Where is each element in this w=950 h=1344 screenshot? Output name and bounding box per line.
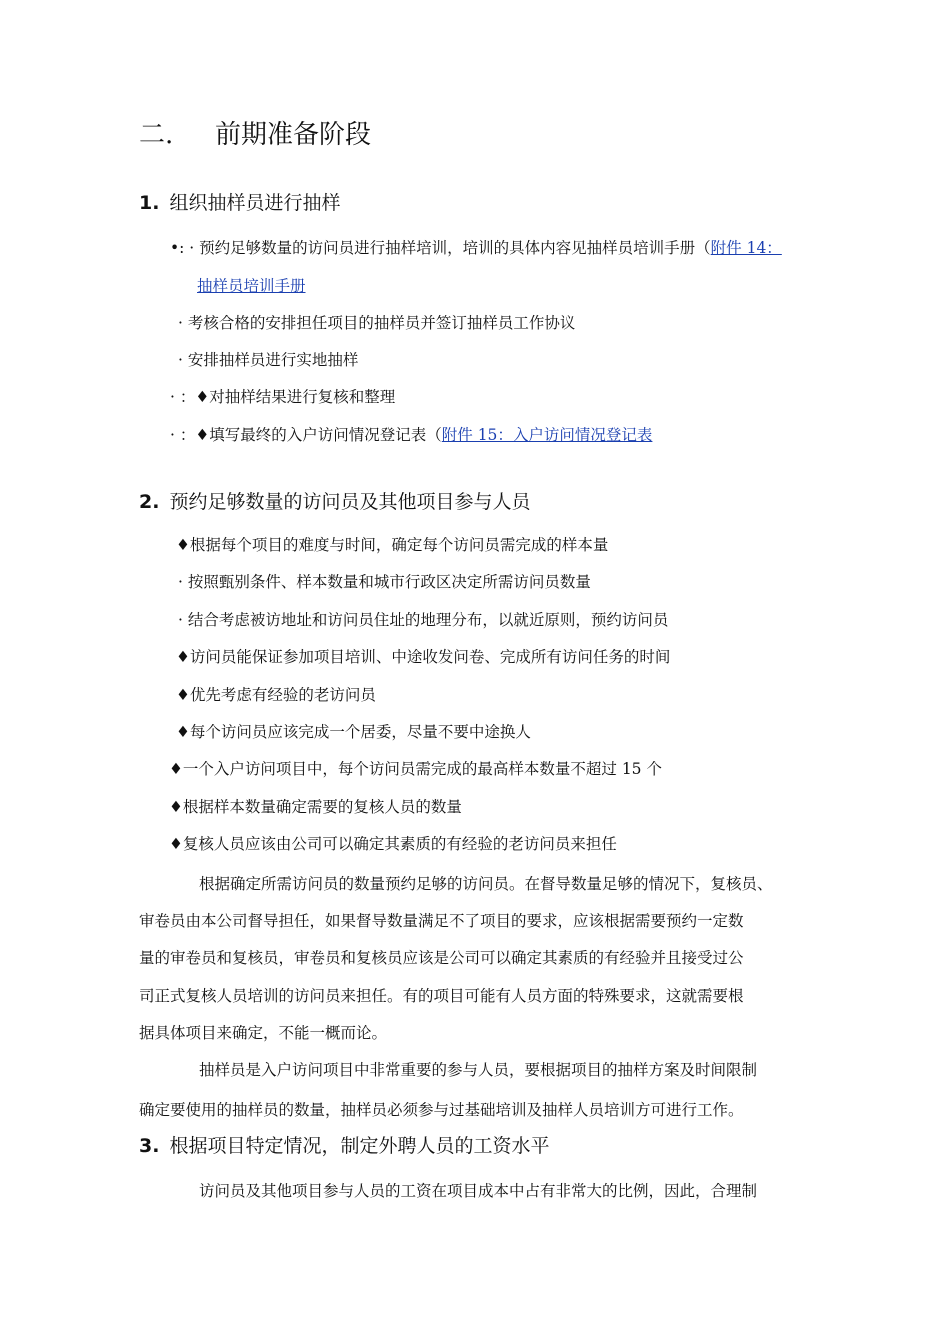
s1-line-5: [170, 425, 652, 445]
s2-para-1-line-1: 根据确定所需访问员的数量预约足够的访问员。在督导数量足够的情况下，复核员、: [199, 875, 773, 893]
s2-bullet-7: ♦一个入户访问项目中，每个访问员需完成的最高样本数量不超过 15 个: [169, 760, 662, 778]
attachment-14-link[interactable]: 附件 14：: [710, 239, 782, 257]
s1-line-1-cont: [197, 276, 306, 296]
attachment-14-link-cont[interactable]: 抽样员培训手册: [197, 277, 306, 295]
attachment-15-link[interactable]: 附件 15：入户访问情况登记表: [441, 426, 653, 444]
s1-line-3: · 安排抽样员进行实地抽样: [178, 351, 359, 369]
s2-bullet-2: · 按照甄别条件、样本数量和城市行政区决定所需访问员数量: [178, 573, 591, 591]
heading-3-title: 根据项目特定情况，制定外聘人员的工资水平: [169, 1135, 550, 1157]
heading-1-title: 组织抽样员进行抽样: [169, 192, 341, 214]
s2-para-2-line-1: 抽样员是入户访问项目中非常重要的参与人员，要根据项目的抽样方案及时间限制: [199, 1061, 758, 1079]
s2-bullet-4: ♦访问员能保证参加项目培训、中途收发问卷、完成所有访问任务的时间: [176, 648, 671, 666]
s2-para-1-line-3: 量的审卷员和复核员，审卷员和复核员应该是公司可以确定其素质的有经验并且接受过公: [139, 949, 744, 967]
heading-1-number: 1.: [139, 192, 160, 214]
heading-1: [139, 188, 340, 215]
s2-para-2-line-2: 确定要使用的抽样员的数量，抽样员必须参与过基础培训及抽样人员培训方可进行工作。: [139, 1101, 744, 1119]
heading-3-number: 3.: [139, 1135, 160, 1157]
s3-para-1-line-1: 访问员及其他项目参与人员的工资在项目成本中占有非常大的比例，因此，合理制: [199, 1182, 758, 1200]
s1-line-1: [170, 238, 782, 258]
s2-bullet-1: ♦根据每个项目的难度与时间，确定每个访问员需完成的样本量: [176, 536, 609, 554]
s1-line-5-text: · ：♦填写最终的入户访问情况登记表（: [170, 426, 442, 444]
s2-bullet-8: ♦根据样本数量确定需要的复核人员的数量: [169, 798, 462, 816]
s1-line-1-text: •: · 预约足够数量的访问员进行抽样培训，培训的具体内容见抽样员培训手册（: [170, 239, 711, 257]
s1-line-2: · 考核合格的安排担任项目的抽样员并签订抽样员工作协议: [178, 314, 576, 332]
heading-3: [139, 1131, 549, 1158]
s1-line-4: · ：♦对抽样结果进行复核和整理: [170, 388, 396, 406]
s2-bullet-6: ♦每个访问员应该完成一个居委，尽量不要中途换人: [176, 723, 531, 741]
s2-bullet-3: · 结合考虑被访地址和访问员住址的地理分布，以就近原则，预约访问员: [178, 611, 669, 629]
s2-bullet-9: ♦复核人员应该由公司可以确定其素质的有经验的老访问员来担任: [169, 835, 617, 853]
heading-2-number: 2.: [139, 491, 160, 513]
heading-2-title: 预约足够数量的访问员及其他项目参与人员: [169, 491, 531, 513]
s2-para-1-line-2: 审卷员由本公司督导担任，如果督导数量满足不了项目的要求，应该根据需要预约一定数: [139, 912, 744, 930]
section-title: 前期准备阶段: [215, 120, 372, 150]
s2-bullet-5: ♦优先考虑有经验的老访问员: [176, 686, 376, 704]
section-heading: [139, 114, 173, 151]
s2-para-1-line-5: 据具体项目来确定，不能一概而论。: [139, 1024, 388, 1042]
section-number: 二.: [139, 120, 174, 150]
s2-para-1-line-4: 司正式复核人员培训的访问员来担任。有的项目可能有人员方面的特殊要求，这就需要根: [139, 987, 744, 1005]
heading-2: [139, 487, 530, 514]
